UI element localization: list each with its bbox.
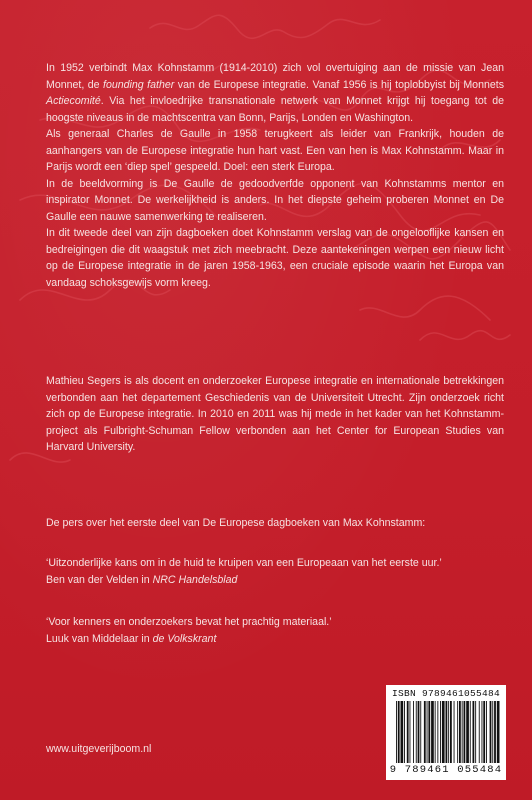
barcode-bar (466, 701, 469, 763)
barcode-bar (404, 701, 405, 763)
press-quote-1 (46, 555, 504, 589)
barcode-bar (416, 701, 417, 763)
description-paragraph-2: Als generaal Charles de Gaulle in 1958 terugkeert als leider van Frankrijk, houden de aanhangers van de Europese integratie hun hart vast. Een van hen is Max Kohnstamm. Maar in Parijs wordt een ‘diep spel’ gespeeld. Doel: een sterk Europa. (46, 128, 504, 173)
barcode-bar (396, 701, 397, 763)
barcode-bar (442, 701, 445, 763)
description-paragraph-4: In dit tweede deel van zijn dagboeken doet Kohnstamm verslag van de ongelooflijke kansen en bedreigingen die dit waagstuk met zich meebracht. Deze aantekeningen werpen een nieuw licht op de Europese integratie in de jaren 1958-1963, een cruciale episode waarin het Europa van vandaag schoksgewijs vorm kreeg. (46, 227, 504, 289)
barcode-bar (418, 701, 420, 763)
barcode-bar (483, 701, 485, 763)
barcode-bar (448, 701, 449, 763)
quote-attribution (46, 572, 504, 589)
quote-source: de Volkskrant (152, 633, 217, 645)
barcode-bar (450, 701, 452, 763)
italic-run: Actiecomité (46, 95, 101, 107)
barcode-bar (424, 701, 426, 763)
author-bio-text: Mathieu Segers is als docent en onderzoeker Europese integratie en internationale betrekkingen verbonden aan het departement Geschiedenis van de Universiteit Utrecht. Zijn onderzoek richt zich op de Europese integratie. In 2010 en 2011 was hij mede in het kader van het Kohnstamm-project als Fulbright-Schuman Fellow verbonden aan het Center for European Studies van Harvard University. (46, 375, 504, 453)
barcode-bar (470, 701, 471, 763)
barcode-bar (437, 701, 438, 763)
italic-run: founding father (103, 78, 175, 91)
description-paragraph-1 (46, 60, 504, 126)
barcode-bar (413, 701, 414, 763)
text-run: In 1952 verbindt Max Kohnstamm (1914-2010) zich vol overtuiging aan de missie van Jean Monnet, de (46, 62, 504, 91)
barcode-bar (457, 701, 458, 763)
barcode-bar (431, 701, 434, 763)
text-run: . Via het invloedrijke transnationale netwerk van Monnet krijgt hij toegang tot de hoogste niveaus in de machtscentra van Bonn, Parijs, Londen en Washington. (46, 95, 504, 124)
barcode-bar (475, 701, 476, 763)
quote-author: Ben van der Velden in (46, 574, 153, 586)
publisher-website[interactable]: www.uitgeverijboom.nl (46, 743, 152, 755)
isbn-barcode (386, 685, 506, 780)
barcode-bar (435, 701, 436, 763)
author-bio (46, 373, 504, 456)
quote-text: ‘Uitzonderlijke kans om in de huid te kruipen van een Europeaan van het eerste uur.’ (46, 557, 442, 569)
barcode-bar (410, 701, 411, 763)
quote-attribution (46, 631, 504, 648)
barcode-bar (446, 701, 448, 763)
press-quote-2 (46, 614, 504, 648)
isbn-label: ISBN 9789461055484 (391, 688, 501, 699)
barcode-bar (454, 701, 455, 763)
barcode-bar (494, 701, 496, 763)
press-heading: De pers over het eerste deel van De Europese dagboeken van Max Kohnstamm: (46, 517, 426, 529)
barcode-bar (420, 701, 421, 763)
barcode-bar (398, 701, 400, 763)
barcode-bar (427, 701, 428, 763)
barcode-bar (464, 701, 466, 763)
barcode-bar (479, 701, 480, 763)
description (46, 60, 504, 291)
barcode-bar (462, 701, 463, 763)
barcode-bar (497, 701, 500, 763)
barcode-bars (394, 701, 500, 763)
barcode-bar (482, 701, 483, 763)
barcode-bar (473, 701, 475, 763)
quote-text: ‘Voor kenners en onderzoekers bevat het prachtig materiaal.’ (46, 616, 332, 628)
barcode-bar (486, 701, 487, 763)
barcode-bar (401, 701, 404, 763)
barcode-bar (428, 701, 430, 763)
barcode-bar (440, 701, 441, 763)
barcode-bar (459, 701, 461, 763)
barcode-digits: 9 789461 055484 (389, 764, 503, 776)
barcode-bar (407, 701, 409, 763)
quote-source: NRC Handelsblad (152, 574, 238, 586)
description-paragraph-3: In de beeldvorming is De Gaulle de gedoodverfde opponent van Kohnstamms mentor en inspirator Monnet. De werkelijkheid is anders. In het diepste geheim proberen Monnet en De Gaulle een nauwe samenwerking te realiseren. (46, 177, 504, 223)
barcode-bar (492, 701, 493, 763)
quote-author: Luuk van Middelaar in (46, 633, 153, 645)
text-run: van de Europese integratie. Vanaf 1956 is hij toplobbyist bij Monnets (174, 78, 504, 91)
barcode-bar (490, 701, 492, 763)
